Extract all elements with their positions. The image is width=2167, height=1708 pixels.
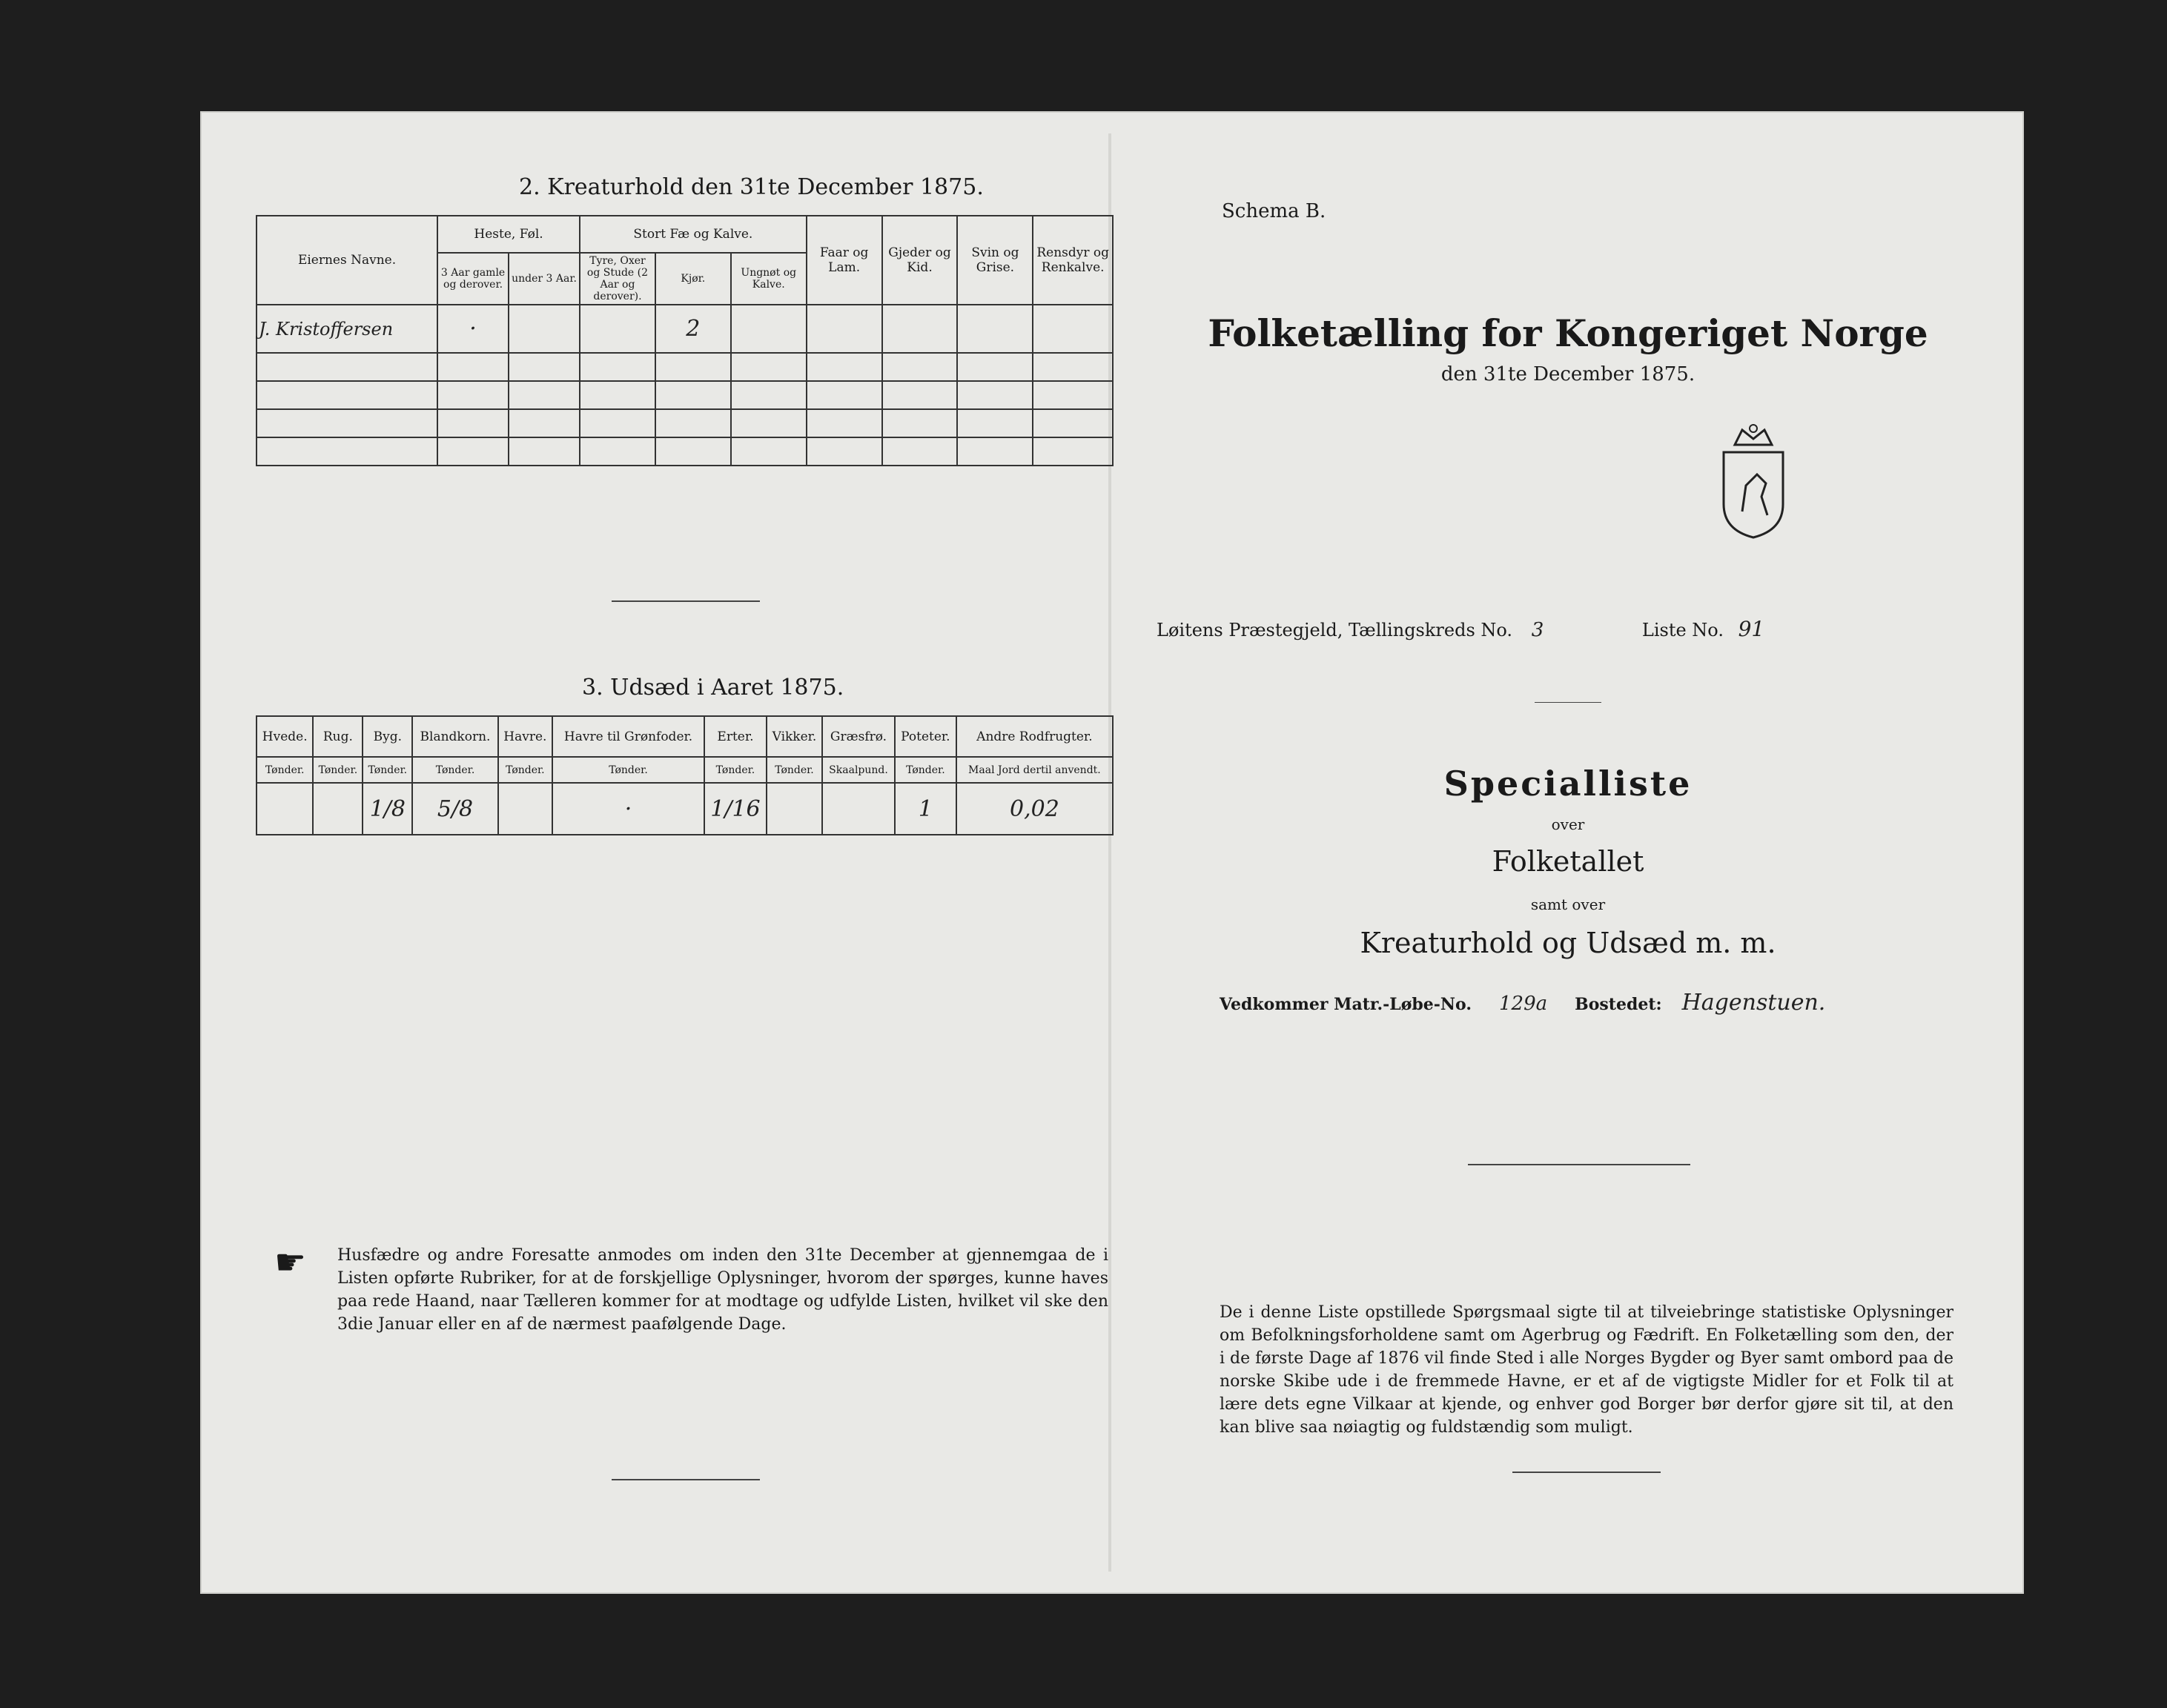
table-cell	[807, 305, 882, 353]
unit-label: Tønder.	[498, 757, 552, 783]
col-tyre: Tyre, Oxer og Stude (2 Aar og derover).	[580, 253, 655, 305]
main-title: Folketælling for Kongeriget Norge	[1208, 311, 1928, 355]
location-line	[1157, 617, 1764, 641]
col-gjeder: Gjeder og Kid.	[882, 216, 958, 305]
col-ungnot: Ungnøt og Kalve.	[731, 253, 807, 305]
unit-label: Maal Jord dertil anvendt.	[956, 757, 1113, 783]
col-havre: Havre.	[498, 716, 552, 757]
unit-label: Tønder.	[552, 757, 704, 783]
coat-of-arms-icon	[1713, 423, 1794, 541]
cell-blandkorn: 5/8	[412, 783, 497, 835]
group-stort-fae: Stort Fæ og Kalve.	[580, 216, 807, 253]
unit-label: Tønder.	[895, 757, 956, 783]
table-row	[257, 305, 1113, 353]
cell-kjor: 2	[655, 305, 731, 353]
unit-label: Tønder.	[363, 757, 412, 783]
bostedet-value: Hagenstuen.	[1681, 990, 1826, 1016]
specialliste-heading: Specialliste	[1443, 764, 1693, 804]
udsaed-title: 3. Udsæd i Aaret 1875.	[582, 675, 844, 701]
unit-label: Tønder.	[313, 757, 363, 783]
table-cell	[580, 305, 655, 353]
matr-label: Vedkommer Matr.-Løbe-No.	[1220, 995, 1472, 1014]
col-kjor: Kjør.	[655, 253, 731, 305]
unit-label: Tønder.	[412, 757, 497, 783]
samt-over-text: samt over	[1530, 896, 1606, 913]
col-rug: Rug.	[313, 716, 363, 757]
col-faar: Faar og Lam.	[807, 216, 882, 305]
col-rensdyr: Rensdyr og Renkalve.	[1033, 216, 1113, 305]
table-cell	[509, 305, 580, 353]
right-page	[1112, 111, 2024, 1594]
cell-byg: 1/8	[363, 783, 412, 835]
col-heste-3aar: 3 Aar gamle og derover.	[437, 253, 509, 305]
liste-label: Liste No.	[1641, 620, 1724, 640]
divider	[1535, 702, 1601, 703]
table-cell	[957, 305, 1033, 353]
table-cell	[731, 305, 807, 353]
col-heste-under: under 3 Aar.	[509, 253, 580, 305]
table-row	[257, 381, 1113, 409]
owner-name: J. Kristoffersen	[257, 305, 437, 353]
cell-erter: 1/16	[704, 783, 767, 835]
cell-heste-3aar: ·	[437, 305, 509, 353]
table-row	[257, 409, 1113, 437]
table-row	[257, 783, 1113, 835]
col-svin: Svin og Grise.	[957, 216, 1033, 305]
col-byg: Byg.	[363, 716, 412, 757]
scanned-sheet	[200, 111, 2024, 1594]
matr-line	[1220, 990, 1825, 1016]
over-text: over	[1551, 815, 1585, 833]
udsaed-table	[256, 715, 1114, 835]
cell-andre: 0,02	[956, 783, 1113, 835]
prestegjeld-name: Løitens	[1157, 620, 1223, 640]
unit-label: Tønder.	[767, 757, 822, 783]
kreaturhold-title: 2. Kreaturhold den 31te December 1875.	[519, 174, 984, 200]
prestegjeld-label: Præstegjeld,	[1228, 620, 1343, 640]
table-row	[257, 437, 1113, 466]
col-eiernes-navne: Eiernes Navne.	[257, 216, 437, 305]
left-page	[200, 111, 1112, 1594]
bostedet-label: Bostedet:	[1575, 995, 1662, 1014]
unit-label: Tønder.	[704, 757, 767, 783]
group-heste: Heste, Føl.	[437, 216, 580, 253]
divider	[612, 600, 760, 602]
divider	[1468, 1164, 1690, 1165]
folketallet-heading: Folketallet	[1492, 845, 1644, 878]
kreds-number: 3	[1531, 619, 1544, 641]
kreds-label: Tællingskreds No.	[1349, 620, 1513, 640]
col-erter: Erter.	[704, 716, 767, 757]
schema-label: Schema B.	[1222, 200, 1326, 222]
unit-label: Skaalpund.	[822, 757, 895, 783]
main-date: den 31te December 1875.	[1440, 363, 1695, 385]
matr-number: 129a	[1499, 993, 1548, 1015]
pointing-hand-icon: ☛	[274, 1242, 307, 1283]
divider	[1512, 1472, 1661, 1473]
unit-label: Tønder.	[257, 757, 313, 783]
table-cell	[882, 305, 958, 353]
divider	[612, 1479, 760, 1480]
col-hvede: Hvede.	[257, 716, 313, 757]
kreaturhold-heading: Kreaturhold og Udsæd m. m.	[1360, 927, 1776, 959]
cell-poteter: 1	[895, 783, 956, 835]
kreaturhold-table	[256, 215, 1114, 466]
col-vikker: Vikker.	[767, 716, 822, 757]
liste-number: 91	[1738, 617, 1765, 641]
col-blandkorn: Blandkorn.	[412, 716, 497, 757]
col-poteter: Poteter.	[895, 716, 956, 757]
col-havre-gron: Havre til Grønfoder.	[552, 716, 704, 757]
col-andre: Andre Rodfrugter.	[956, 716, 1113, 757]
instruction-note: Husfædre og andre Foresatte anmodes om inden den 31te December at gjennemgaa de i Listen opførte Rubriker, for at de forskjellige Oplysninger, hvorom der spørges, kunne haves paa rede Haand, naar Tælleren kommer for at modtage og udfylde Listen, hvilket vil ske den 3die Januar eller en af de nærmest paafølgende Dage.	[337, 1246, 1108, 1334]
intro-paragraph: De i denne Liste opstillede Spørgsmaal sigte til at tilveiebringe statistiske Oplysninger om Befolkningsforholdene samt om Agerbrug og Fædrift. En Folketælling som den, der i de første Dage af 1876 vil finde Sted i alle Norges Bygder og Byer samt ombord paa de norske Skibe ude i de fremmede Havne, er et af de vigtigste Midler for et Folk til at lære dets egne Vilkaar at kjende, og enhver god Borger bør derfor gjøre sit til, at den kan blive saa nøiagtig og fuldstændig som muligt.	[1220, 1303, 1953, 1437]
table-row	[257, 353, 1113, 381]
col-graesfro: Græsfrø.	[822, 716, 895, 757]
table-cell	[1033, 305, 1113, 353]
cell-havre-gron: ·	[552, 783, 704, 835]
